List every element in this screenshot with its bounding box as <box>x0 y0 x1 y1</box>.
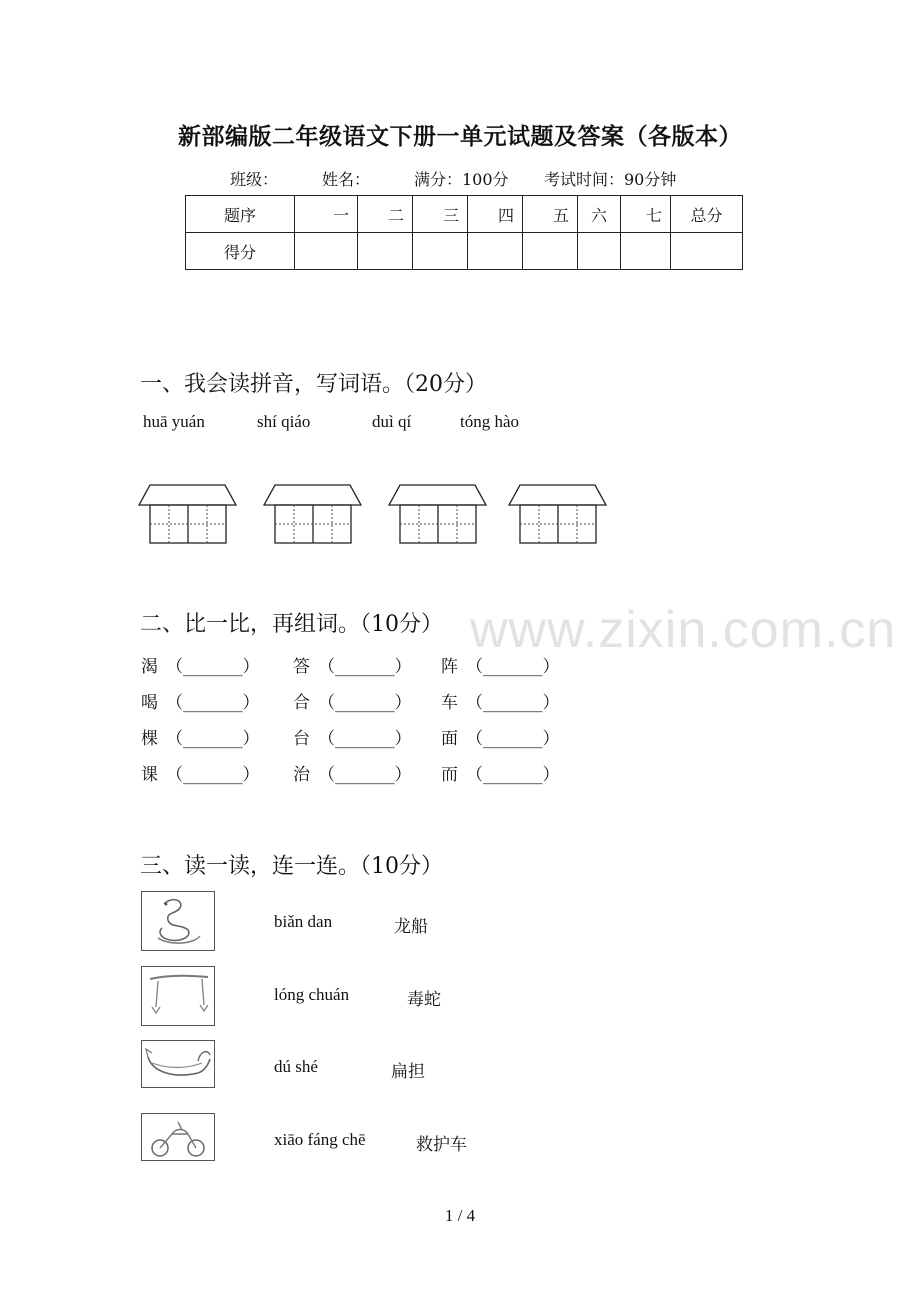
score-header-cell: 六 <box>578 196 621 233</box>
match-pinyin: dú shé <box>274 1057 318 1076</box>
score-header-cell: 七 <box>621 196 671 233</box>
char: 治 <box>293 765 310 785</box>
watermark: www.zixin.com.cn <box>470 601 897 659</box>
section2-heading: 二、比一比，再组词。（10分） <box>140 612 443 637</box>
word-row <box>0 688 920 712</box>
match-pinyin: lóng chuán <box>274 985 350 1004</box>
score-input-cell[interactable] <box>671 233 743 270</box>
page-title: 新部编版二年级语文下册一单元试题及答案（各版本） <box>178 123 742 150</box>
score-table <box>185 195 743 270</box>
writing-house-box[interactable] <box>508 484 608 546</box>
word-row <box>0 652 920 676</box>
score-header-cell: 题序 <box>186 196 295 233</box>
writing-house-box[interactable] <box>138 484 238 546</box>
answer-blank[interactable]: （_______） <box>318 693 412 713</box>
score-header-cell: 一 <box>295 196 358 233</box>
score-input-cell[interactable] <box>578 233 621 270</box>
answer-blank[interactable]: （_______） <box>166 693 260 713</box>
char: 喝 <box>141 693 158 713</box>
answer-blank[interactable]: （_______） <box>318 765 412 785</box>
section1-heading: 一、我会读拼音，写词语。（20分） <box>140 372 487 397</box>
pinyin-item: huā yuán <box>143 412 205 431</box>
char: 阵 <box>441 657 458 677</box>
match-word: 扁担 <box>391 1062 425 1082</box>
score-input-cell[interactable] <box>413 233 468 270</box>
pinyin-item: tóng hào <box>460 412 520 431</box>
score-row-label: 得分 <box>186 233 295 270</box>
score-input-cell[interactable] <box>621 233 671 270</box>
section3-heading: 三、读一读，连一连。（10分） <box>140 854 443 879</box>
name-label: 姓名： <box>322 170 371 189</box>
score-input-cell[interactable] <box>468 233 523 270</box>
score-input-cell[interactable] <box>358 233 413 270</box>
match-word: 毒蛇 <box>407 990 441 1010</box>
score-table-header-row <box>186 196 743 233</box>
char: 台 <box>293 729 310 749</box>
char: 面 <box>441 729 458 749</box>
match-pinyin: biǎn dan <box>274 912 333 931</box>
char: 棵 <box>141 729 158 749</box>
writing-house-box[interactable] <box>388 484 488 546</box>
char: 课 <box>141 765 158 785</box>
answer-blank[interactable]: （_______） <box>166 765 260 785</box>
dragon-boat-icon <box>142 1041 214 1087</box>
snake-icon <box>142 892 214 950</box>
writing-house-box[interactable] <box>263 484 363 546</box>
exam-time: 考试时间：90分钟 <box>544 170 677 189</box>
char: 而 <box>441 765 458 785</box>
motorcycle-picture <box>141 1113 215 1161</box>
score-header-cell: 五 <box>523 196 578 233</box>
score-header-cell: 二 <box>358 196 413 233</box>
word-row <box>0 724 920 748</box>
match-word: 救护车 <box>416 1135 467 1155</box>
pinyin-item: shí qiáo <box>257 412 311 431</box>
score-table-score-row <box>186 233 743 270</box>
snake-picture <box>141 891 215 951</box>
answer-blank[interactable]: （_______） <box>466 657 560 677</box>
word-row <box>0 760 920 784</box>
score-input-cell[interactable] <box>523 233 578 270</box>
score-header-cell: 总分 <box>671 196 743 233</box>
motorcycle-icon <box>142 1114 214 1160</box>
score-input-cell[interactable] <box>295 233 358 270</box>
match-word: 龙船 <box>394 917 428 937</box>
char: 车 <box>441 693 458 713</box>
pinyin-item: duì qí <box>372 412 412 431</box>
dragon-boat-picture <box>141 1040 215 1088</box>
shoulder-pole-picture <box>141 966 215 1026</box>
score-header-cell: 三 <box>413 196 468 233</box>
answer-blank[interactable]: （_______） <box>318 729 412 749</box>
answer-blank[interactable]: （_______） <box>466 693 560 713</box>
char: 答 <box>293 657 310 677</box>
answer-blank[interactable]: （_______） <box>166 657 260 677</box>
class-label: 班级： <box>230 170 279 189</box>
answer-blank[interactable]: （_______） <box>318 657 412 677</box>
answer-blank[interactable]: （_______） <box>466 765 560 785</box>
shoulder-pole-icon <box>142 967 214 1025</box>
full-score: 满分：100分 <box>414 170 509 189</box>
char: 合 <box>293 693 310 713</box>
answer-blank[interactable]: （_______） <box>466 729 560 749</box>
match-pinyin: xiāo fáng chē <box>274 1130 366 1149</box>
score-header-cell: 四 <box>468 196 523 233</box>
page-number: 1 / 4 <box>444 1206 476 1225</box>
char: 渴 <box>141 657 158 677</box>
answer-blank[interactable]: （_______） <box>166 729 260 749</box>
